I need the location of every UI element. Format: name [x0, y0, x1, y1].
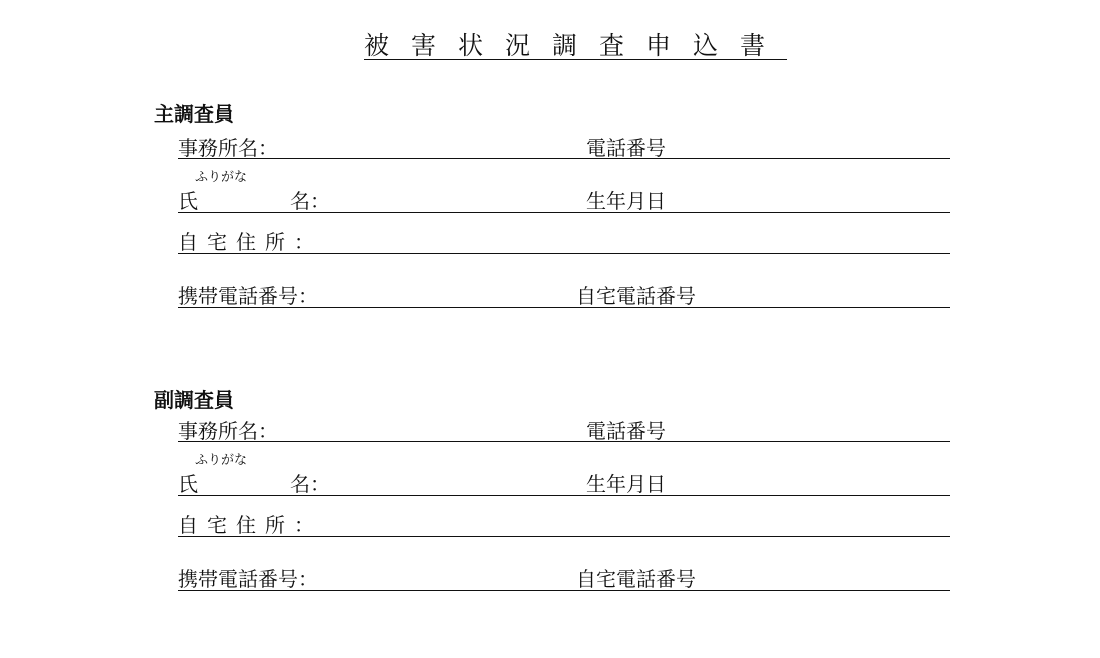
name-label-left: 氏 — [178, 472, 198, 496]
phone-number-label: 電話番号 — [586, 136, 666, 160]
section-heading: 副調査員 — [154, 388, 234, 412]
office-name-label: 事務所名： — [178, 419, 278, 443]
address-row-line[interactable] — [178, 536, 950, 537]
address-row-line[interactable] — [178, 253, 950, 254]
furigana-label: ふりがな — [195, 170, 248, 185]
office-name-label: 事務所名： — [178, 136, 278, 160]
birthdate-label: 生年月日 — [586, 472, 666, 496]
name-label-right: 名： — [290, 189, 330, 213]
furigana-label: ふりがな — [195, 453, 248, 468]
name-row-line[interactable] — [178, 212, 950, 213]
name-label-right: 名： — [290, 472, 330, 496]
mobile-row-line[interactable] — [178, 590, 950, 591]
mobile-row-line[interactable] — [178, 307, 950, 308]
home-address-label: 自宅住所： — [178, 230, 323, 254]
home-phone-label: 自宅電話番号 — [576, 567, 696, 591]
phone-number-label: 電話番号 — [586, 419, 666, 443]
name-row-line[interactable] — [178, 495, 950, 496]
mobile-number-label: 携帯電話番号： — [178, 567, 318, 591]
office-row-line[interactable] — [178, 158, 950, 159]
home-phone-label: 自宅電話番号 — [576, 284, 696, 308]
office-row-line[interactable] — [178, 441, 950, 442]
home-address-label: 自宅住所： — [178, 513, 323, 537]
section-heading: 主調査員 — [154, 102, 234, 126]
form-title: 被害状況調査申込書 — [364, 31, 788, 60]
name-label-left: 氏 — [178, 189, 198, 213]
mobile-number-label: 携帯電話番号： — [178, 284, 318, 308]
birthdate-label: 生年月日 — [586, 189, 666, 213]
